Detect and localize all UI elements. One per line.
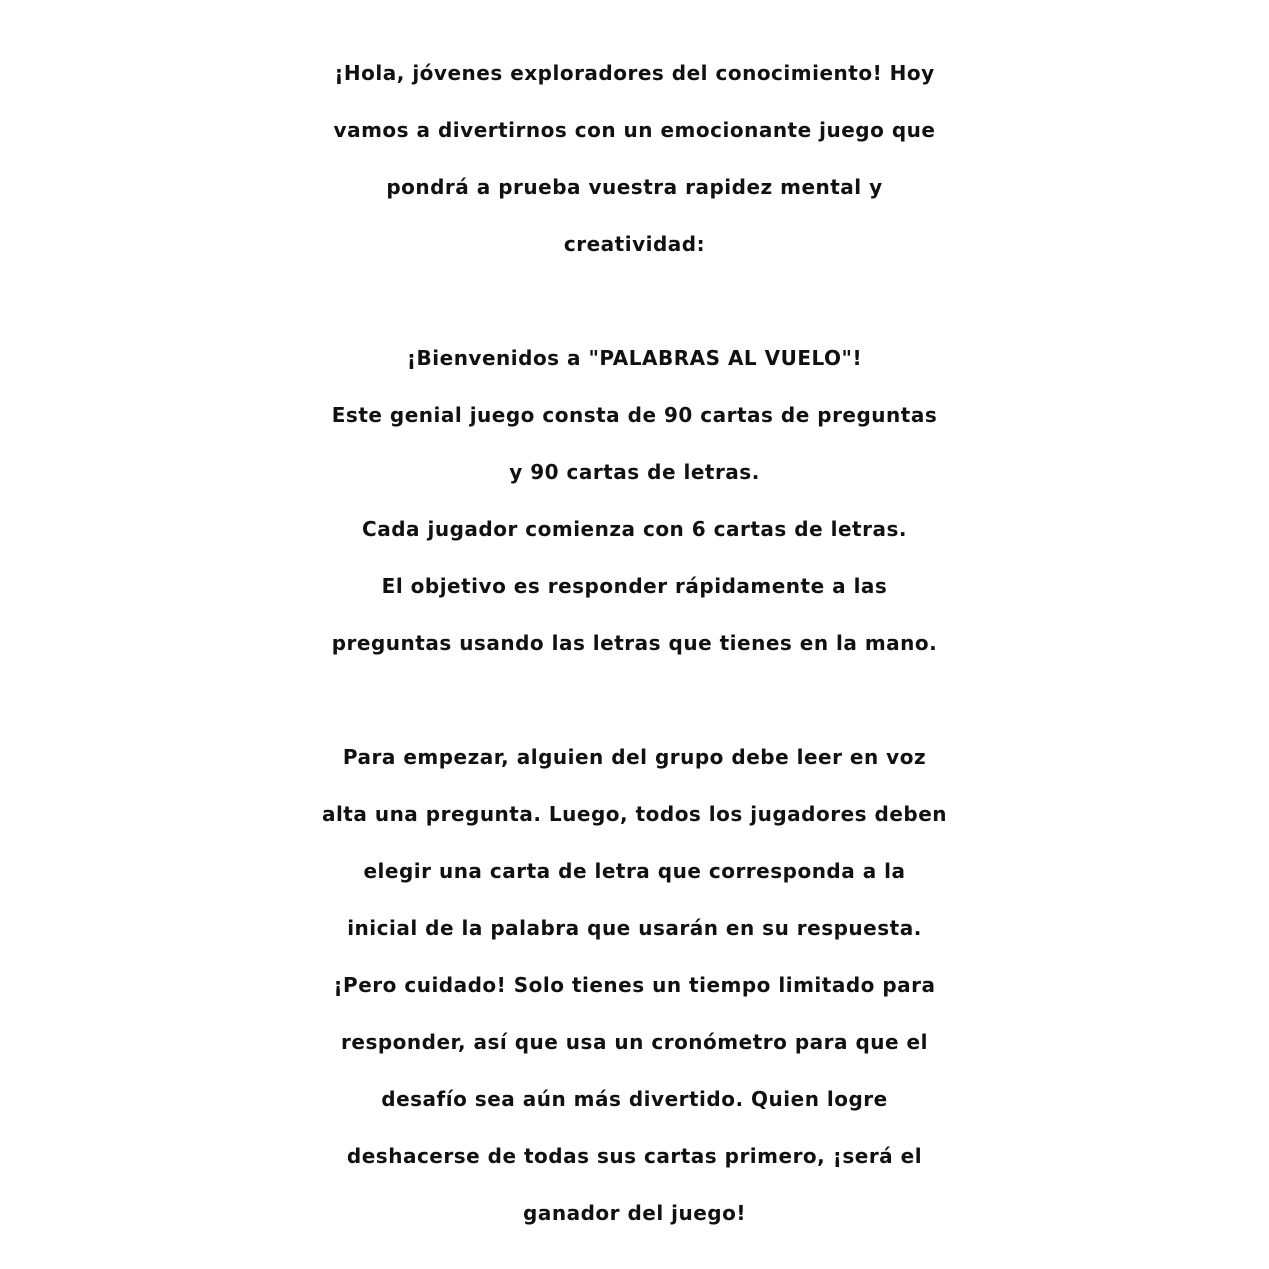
game-title-line: ¡Bienvenidos a "PALABRAS AL VUELO"! (406, 346, 863, 370)
text-line: vamos a divertirnos con un emocionante juego que (333, 118, 936, 142)
text-line: y 90 cartas de letras. (509, 460, 760, 484)
welcome-paragraph (0, 330, 1269, 672)
text-line: desafío sea aún más divertido. Quien logre (381, 1087, 888, 1111)
text-line: ¡Pero cuidado! Solo tienes un tiempo limitado para (333, 973, 936, 997)
text-line: preguntas usando las letras que tienes en la mano. (331, 631, 938, 655)
intro-paragraph (0, 45, 1269, 273)
text-line: ¡Hola, jóvenes exploradores del conocimiento! Hoy (334, 61, 935, 85)
text-line: pondrá a prueba vuestra rapidez mental y (386, 175, 883, 199)
text-line: Cada jugador comienza con 6 cartas de letras. (362, 517, 907, 541)
text-line: ganador del juego! (523, 1201, 746, 1225)
text-line: alta una pregunta. Luego, todos los jugadores deben (321, 802, 948, 826)
paragraph-gap (0, 672, 1269, 729)
text-line: inicial de la palabra que usarán en su respuesta. (347, 916, 922, 940)
rules-paragraph (0, 729, 1269, 1242)
text-line: responder, así que usa un cronómetro para que el (341, 1030, 928, 1054)
text-line: Para empezar, alguien del grupo debe leer en voz (342, 745, 927, 769)
text-line: Este genial juego consta de 90 cartas de preguntas (331, 403, 938, 427)
text-line: elegir una carta de letra que corresponda a la (363, 859, 906, 883)
text-line: El objetivo es responder rápidamente a las (381, 574, 888, 598)
paragraph-gap (0, 273, 1269, 330)
text-line: deshacerse de todas sus cartas primero, ¡será el (346, 1144, 923, 1168)
text-line: creatividad: (563, 232, 706, 256)
